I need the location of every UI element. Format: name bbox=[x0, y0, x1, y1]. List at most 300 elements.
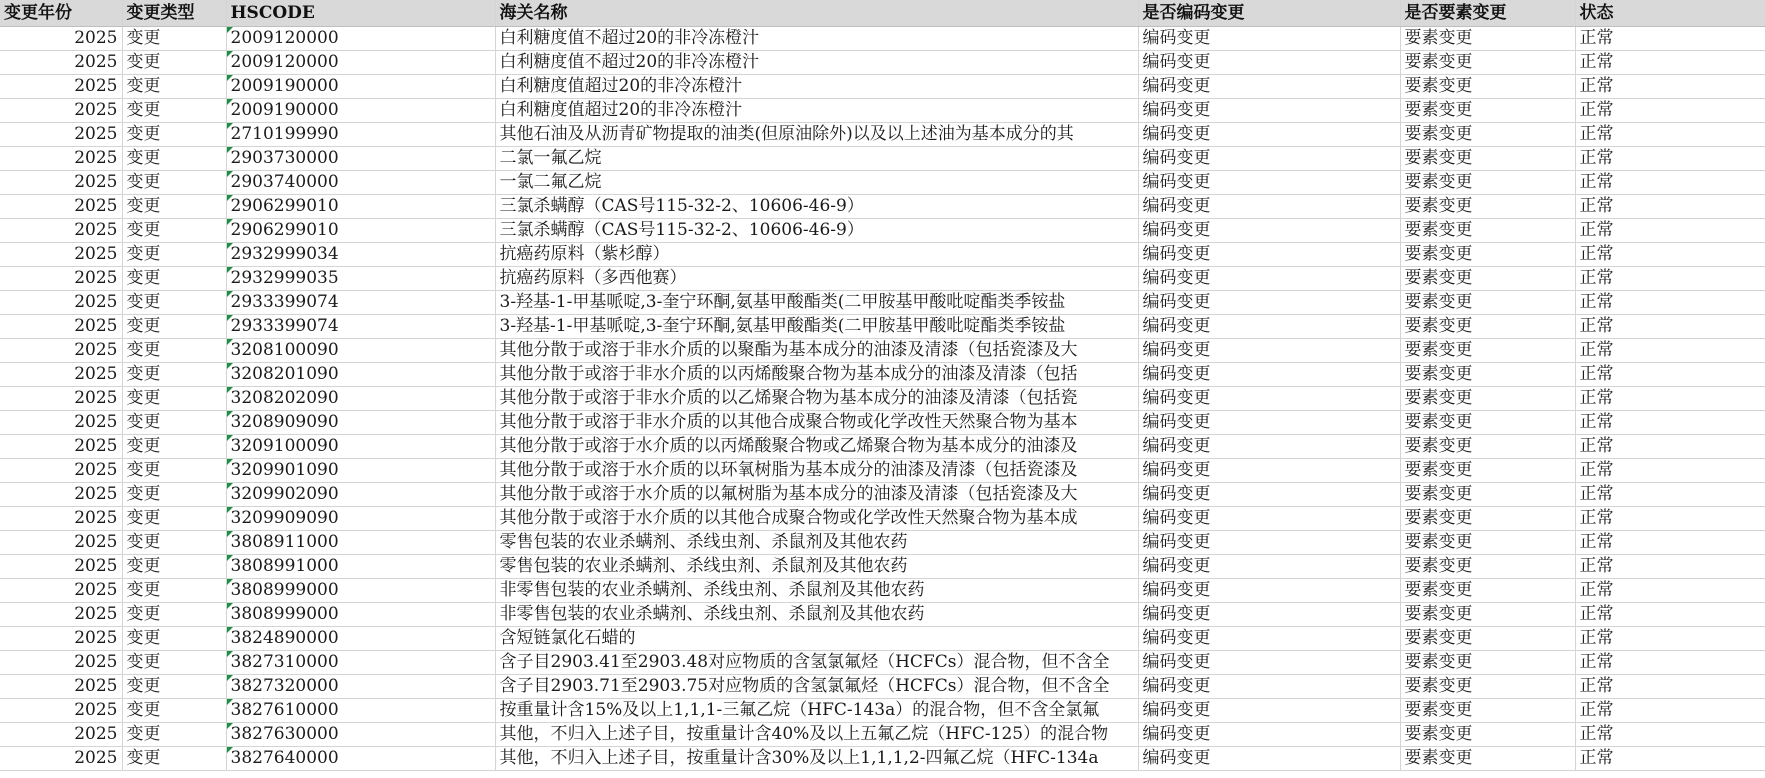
column-header-hscode[interactable]: HSCODE bbox=[226, 0, 495, 27]
cell-status[interactable]: 正常 bbox=[1575, 627, 1765, 651]
column-header-type[interactable]: 变更类型 bbox=[122, 0, 226, 27]
cell-status[interactable]: 正常 bbox=[1575, 723, 1765, 747]
cell-change-type[interactable]: 变更 bbox=[122, 435, 226, 459]
cell-change-type[interactable]: 变更 bbox=[122, 315, 226, 339]
cell-year[interactable]: 2025 bbox=[0, 411, 122, 435]
cell-change-type[interactable]: 变更 bbox=[122, 339, 226, 363]
cell-element-change[interactable]: 要素变更 bbox=[1400, 675, 1575, 699]
cell-status[interactable]: 正常 bbox=[1575, 291, 1765, 315]
cell-status[interactable]: 正常 bbox=[1575, 75, 1765, 99]
cell-year[interactable]: 2025 bbox=[0, 75, 122, 99]
cell-code-change[interactable]: 编码变更 bbox=[1138, 291, 1400, 315]
cell-hscode[interactable] bbox=[226, 435, 495, 459]
cell-customs-name[interactable]: 其他石油及从沥青矿物提取的油类(但原油除外)以及以上述油为基本成分的其 bbox=[495, 123, 1138, 147]
cell-hscode[interactable] bbox=[226, 603, 495, 627]
cell-customs-name[interactable]: 白利糖度值不超过20的非冷冻橙汁 bbox=[495, 51, 1138, 75]
cell-hscode[interactable] bbox=[226, 747, 495, 771]
cell-code-change[interactable]: 编码变更 bbox=[1138, 675, 1400, 699]
hscode-text: 3808999000 bbox=[230, 604, 339, 624]
cell-element-change[interactable]: 要素变更 bbox=[1400, 315, 1575, 339]
cell-customs-name[interactable]: 非零售包装的农业杀螨剂、杀线虫剂、杀鼠剂及其他农药 bbox=[495, 579, 1138, 603]
cell-customs-name[interactable]: 其他，不归入上述子目，按重量计含40%及以上五氟乙烷（HFC-125）的混合物 bbox=[495, 723, 1138, 747]
column-header-customs-name[interactable]: 海关名称 bbox=[495, 0, 1138, 27]
table-row bbox=[0, 291, 1765, 315]
cell-element-change[interactable]: 要素变更 bbox=[1400, 171, 1575, 195]
cell-change-type[interactable]: 变更 bbox=[122, 171, 226, 195]
cell-status[interactable]: 正常 bbox=[1575, 507, 1765, 531]
cell-change-type[interactable]: 变更 bbox=[122, 243, 226, 267]
cell-hscode[interactable] bbox=[226, 27, 495, 51]
cell-year[interactable]: 2025 bbox=[0, 315, 122, 339]
cell-hscode[interactable] bbox=[226, 483, 495, 507]
cell-year[interactable]: 2025 bbox=[0, 507, 122, 531]
cell-change-type[interactable]: 变更 bbox=[122, 267, 226, 291]
cell-element-change[interactable]: 要素变更 bbox=[1400, 75, 1575, 99]
cell-hscode[interactable] bbox=[226, 675, 495, 699]
cell-change-type[interactable]: 变更 bbox=[122, 27, 226, 51]
cell-hscode[interactable] bbox=[226, 723, 495, 747]
number-as-text-indicator-icon bbox=[227, 99, 233, 105]
hscode-text: 3808999000 bbox=[230, 580, 339, 600]
table-row bbox=[0, 123, 1765, 147]
cell-change-type[interactable]: 变更 bbox=[122, 699, 226, 723]
hscode-text: 3208201090 bbox=[230, 364, 339, 384]
cell-status[interactable]: 正常 bbox=[1575, 363, 1765, 387]
cell-element-change[interactable]: 要素变更 bbox=[1400, 243, 1575, 267]
cell-element-change[interactable]: 要素变更 bbox=[1400, 195, 1575, 219]
cell-year[interactable]: 2025 bbox=[0, 27, 122, 51]
cell-status[interactable]: 正常 bbox=[1575, 171, 1765, 195]
hscode-text: 3808991000 bbox=[230, 556, 339, 576]
column-header-element-change[interactable]: 是否要素变更 bbox=[1400, 0, 1575, 27]
table-row bbox=[0, 51, 1765, 75]
number-as-text-indicator-icon bbox=[227, 603, 233, 609]
table-row bbox=[0, 195, 1765, 219]
cell-element-change[interactable]: 要素变更 bbox=[1400, 651, 1575, 675]
number-as-text-indicator-icon bbox=[227, 51, 233, 57]
cell-year[interactable]: 2025 bbox=[0, 51, 122, 75]
cell-customs-name[interactable]: 零售包装的农业杀螨剂、杀线虫剂、杀鼠剂及其他农药 bbox=[495, 531, 1138, 555]
cell-code-change[interactable]: 编码变更 bbox=[1138, 75, 1400, 99]
hscode-text: 2906299010 bbox=[230, 196, 339, 216]
cell-status[interactable]: 正常 bbox=[1575, 243, 1765, 267]
table-row bbox=[0, 459, 1765, 483]
cell-year[interactable]: 2025 bbox=[0, 627, 122, 651]
cell-code-change[interactable]: 编码变更 bbox=[1138, 339, 1400, 363]
number-as-text-indicator-icon bbox=[227, 747, 233, 753]
cell-code-change[interactable]: 编码变更 bbox=[1138, 531, 1400, 555]
cell-change-type[interactable]: 变更 bbox=[122, 507, 226, 531]
cell-change-type[interactable]: 变更 bbox=[122, 99, 226, 123]
table-row bbox=[0, 675, 1765, 699]
cell-element-change[interactable]: 要素变更 bbox=[1400, 99, 1575, 123]
cell-year[interactable]: 2025 bbox=[0, 651, 122, 675]
cell-year[interactable]: 2025 bbox=[0, 171, 122, 195]
hscode-text: 3209902090 bbox=[230, 484, 339, 504]
cell-code-change[interactable]: 编码变更 bbox=[1138, 627, 1400, 651]
hscode-text: 2906299010 bbox=[230, 220, 339, 240]
hscode-text: 2009190000 bbox=[230, 100, 339, 120]
cell-customs-name[interactable]: 其他分散于或溶于水介质的以氟树脂为基本成分的油漆及清漆（包括瓷漆及大 bbox=[495, 483, 1138, 507]
cell-year[interactable]: 2025 bbox=[0, 483, 122, 507]
hscode-text: 3208909090 bbox=[230, 412, 339, 432]
cell-change-type[interactable]: 变更 bbox=[122, 723, 226, 747]
cell-element-change[interactable]: 要素变更 bbox=[1400, 627, 1575, 651]
cell-year[interactable]: 2025 bbox=[0, 531, 122, 555]
table-row bbox=[0, 411, 1765, 435]
cell-element-change[interactable]: 要素变更 bbox=[1400, 747, 1575, 771]
hscode-text: 3827610000 bbox=[230, 700, 339, 720]
cell-element-change[interactable]: 要素变更 bbox=[1400, 603, 1575, 627]
number-as-text-indicator-icon bbox=[227, 339, 233, 345]
cell-customs-name[interactable]: 白利糖度值超过20的非冷冻橙汁 bbox=[495, 75, 1138, 99]
cell-change-type[interactable]: 变更 bbox=[122, 459, 226, 483]
cell-code-change[interactable]: 编码变更 bbox=[1138, 507, 1400, 531]
cell-status[interactable]: 正常 bbox=[1575, 387, 1765, 411]
cell-status[interactable]: 正常 bbox=[1575, 555, 1765, 579]
cell-status[interactable]: 正常 bbox=[1575, 747, 1765, 771]
cell-change-type[interactable]: 变更 bbox=[122, 195, 226, 219]
cell-year[interactable]: 2025 bbox=[0, 459, 122, 483]
cell-change-type[interactable]: 变更 bbox=[122, 51, 226, 75]
hscode-text: 2710199990 bbox=[230, 124, 339, 144]
table-row bbox=[0, 363, 1765, 387]
cell-year[interactable]: 2025 bbox=[0, 747, 122, 771]
cell-code-change[interactable]: 编码变更 bbox=[1138, 267, 1400, 291]
cell-code-change[interactable]: 编码变更 bbox=[1138, 51, 1400, 75]
table-row bbox=[0, 483, 1765, 507]
cell-year[interactable]: 2025 bbox=[0, 699, 122, 723]
cell-status[interactable]: 正常 bbox=[1575, 579, 1765, 603]
cell-hscode[interactable] bbox=[226, 243, 495, 267]
cell-year[interactable]: 2025 bbox=[0, 603, 122, 627]
cell-hscode[interactable] bbox=[226, 315, 495, 339]
cell-year[interactable]: 2025 bbox=[0, 339, 122, 363]
cell-code-change[interactable]: 编码变更 bbox=[1138, 579, 1400, 603]
cell-change-type[interactable]: 变更 bbox=[122, 387, 226, 411]
table-row bbox=[0, 267, 1765, 291]
cell-customs-name[interactable]: 三氯杀螨醇（CAS号115-32-2、10606-46-9） bbox=[495, 219, 1138, 243]
cell-customs-name[interactable]: 3-羟基-1-甲基哌啶,3-奎宁环酮,氨基甲酸酯类(二甲胺基甲酸吡啶酯类季铵盐 bbox=[495, 291, 1138, 315]
cell-change-type[interactable]: 变更 bbox=[122, 483, 226, 507]
cell-element-change[interactable]: 要素变更 bbox=[1400, 51, 1575, 75]
cell-element-change[interactable]: 要素变更 bbox=[1400, 579, 1575, 603]
cell-change-type[interactable]: 变更 bbox=[122, 747, 226, 771]
cell-status[interactable]: 正常 bbox=[1575, 267, 1765, 291]
hscode-text: 2903730000 bbox=[230, 148, 339, 168]
cell-element-change[interactable]: 要素变更 bbox=[1400, 339, 1575, 363]
cell-year[interactable]: 2025 bbox=[0, 363, 122, 387]
cell-code-change[interactable]: 编码变更 bbox=[1138, 411, 1400, 435]
cell-customs-name[interactable]: 其他，不归入上述子目，按重量计含30%及以上1,1,1,2-四氟乙烷（HFC-134a bbox=[495, 747, 1138, 771]
cell-customs-name[interactable]: 其他分散于或溶于非水介质的以丙烯酸聚合物为基本成分的油漆及清漆（包括 bbox=[495, 363, 1138, 387]
cell-code-change[interactable]: 编码变更 bbox=[1138, 219, 1400, 243]
cell-year[interactable]: 2025 bbox=[0, 291, 122, 315]
cell-hscode[interactable] bbox=[226, 651, 495, 675]
cell-customs-name[interactable]: 一氯二氟乙烷 bbox=[495, 171, 1138, 195]
cell-code-change[interactable]: 编码变更 bbox=[1138, 435, 1400, 459]
cell-year[interactable]: 2025 bbox=[0, 723, 122, 747]
number-as-text-indicator-icon bbox=[227, 147, 233, 153]
cell-year[interactable]: 2025 bbox=[0, 435, 122, 459]
number-as-text-indicator-icon bbox=[227, 483, 233, 489]
cell-element-change[interactable]: 要素变更 bbox=[1400, 291, 1575, 315]
number-as-text-indicator-icon bbox=[227, 243, 233, 249]
hscode-text: 3824890000 bbox=[230, 628, 339, 648]
cell-change-type[interactable]: 变更 bbox=[122, 531, 226, 555]
cell-hscode[interactable] bbox=[226, 267, 495, 291]
cell-customs-name[interactable]: 零售包装的农业杀螨剂、杀线虫剂、杀鼠剂及其他农药 bbox=[495, 555, 1138, 579]
hscode-text: 3827320000 bbox=[230, 676, 339, 696]
cell-element-change[interactable]: 要素变更 bbox=[1400, 123, 1575, 147]
cell-element-change[interactable]: 要素变更 bbox=[1400, 435, 1575, 459]
cell-code-change[interactable]: 编码变更 bbox=[1138, 123, 1400, 147]
cell-status[interactable]: 正常 bbox=[1575, 219, 1765, 243]
cell-element-change[interactable]: 要素变更 bbox=[1400, 387, 1575, 411]
cell-change-type[interactable]: 变更 bbox=[122, 579, 226, 603]
cell-hscode[interactable] bbox=[226, 531, 495, 555]
cell-change-type[interactable]: 变更 bbox=[122, 675, 226, 699]
number-as-text-indicator-icon bbox=[227, 411, 233, 417]
cell-hscode[interactable] bbox=[226, 507, 495, 531]
cell-status[interactable]: 正常 bbox=[1575, 651, 1765, 675]
cell-change-type[interactable]: 变更 bbox=[122, 219, 226, 243]
cell-change-type[interactable]: 变更 bbox=[122, 123, 226, 147]
cell-status[interactable]: 正常 bbox=[1575, 27, 1765, 51]
cell-element-change[interactable]: 要素变更 bbox=[1400, 507, 1575, 531]
number-as-text-indicator-icon bbox=[227, 171, 233, 177]
hscode-text: 2932999034 bbox=[230, 244, 339, 264]
table-row bbox=[0, 315, 1765, 339]
cell-change-type[interactable]: 变更 bbox=[122, 147, 226, 171]
table-row bbox=[0, 171, 1765, 195]
hscode-text: 3208100090 bbox=[230, 340, 339, 360]
cell-code-change[interactable]: 编码变更 bbox=[1138, 459, 1400, 483]
cell-year[interactable]: 2025 bbox=[0, 147, 122, 171]
number-as-text-indicator-icon bbox=[227, 459, 233, 465]
cell-code-change[interactable]: 编码变更 bbox=[1138, 651, 1400, 675]
cell-code-change[interactable]: 编码变更 bbox=[1138, 555, 1400, 579]
cell-change-type[interactable]: 变更 bbox=[122, 291, 226, 315]
table-row bbox=[0, 339, 1765, 363]
cell-hscode[interactable] bbox=[226, 51, 495, 75]
cell-customs-name[interactable]: 按重量计含15%及以上1,1,1-三氟乙烷（HFC-143a）的混合物，但不含全氯氟 bbox=[495, 699, 1138, 723]
cell-element-change[interactable]: 要素变更 bbox=[1400, 27, 1575, 51]
cell-hscode[interactable] bbox=[226, 411, 495, 435]
cell-year[interactable]: 2025 bbox=[0, 555, 122, 579]
table-row bbox=[0, 627, 1765, 651]
cell-customs-name[interactable]: 白利糖度值超过20的非冷冻橙汁 bbox=[495, 99, 1138, 123]
cell-status[interactable]: 正常 bbox=[1575, 51, 1765, 75]
number-as-text-indicator-icon bbox=[227, 531, 233, 537]
cell-code-change[interactable]: 编码变更 bbox=[1138, 315, 1400, 339]
column-header-year[interactable]: 变更年份 bbox=[0, 0, 122, 27]
cell-status[interactable]: 正常 bbox=[1575, 675, 1765, 699]
cell-code-change[interactable]: 编码变更 bbox=[1138, 603, 1400, 627]
cell-element-change[interactable]: 要素变更 bbox=[1400, 267, 1575, 291]
cell-hscode[interactable] bbox=[226, 195, 495, 219]
cell-customs-name[interactable]: 含子目2903.71至2903.75对应物质的含氢氯氟烃（HCFCs）混合物，但不含全 bbox=[495, 675, 1138, 699]
number-as-text-indicator-icon bbox=[227, 627, 233, 633]
cell-year[interactable]: 2025 bbox=[0, 243, 122, 267]
number-as-text-indicator-icon bbox=[227, 723, 233, 729]
cell-code-change[interactable]: 编码变更 bbox=[1138, 99, 1400, 123]
hscode-text: 3827310000 bbox=[230, 652, 339, 672]
cell-change-type[interactable]: 变更 bbox=[122, 603, 226, 627]
cell-hscode[interactable] bbox=[226, 699, 495, 723]
number-as-text-indicator-icon bbox=[227, 387, 233, 393]
cell-status[interactable]: 正常 bbox=[1575, 147, 1765, 171]
table-row bbox=[0, 27, 1765, 51]
cell-customs-name[interactable]: 其他分散于或溶于水介质的以环氧树脂为基本成分的油漆及清漆（包括瓷漆及 bbox=[495, 459, 1138, 483]
cell-customs-name[interactable]: 三氯杀螨醇（CAS号115-32-2、10606-46-9） bbox=[495, 195, 1138, 219]
cell-status[interactable]: 正常 bbox=[1575, 411, 1765, 435]
cell-customs-name[interactable]: 3-羟基-1-甲基哌啶,3-奎宁环酮,氨基甲酸酯类(二甲胺基甲酸吡啶酯类季铵盐 bbox=[495, 315, 1138, 339]
table-row bbox=[0, 555, 1765, 579]
cell-element-change[interactable]: 要素变更 bbox=[1400, 555, 1575, 579]
cell-status[interactable]: 正常 bbox=[1575, 531, 1765, 555]
number-as-text-indicator-icon bbox=[227, 699, 233, 705]
cell-status[interactable]: 正常 bbox=[1575, 123, 1765, 147]
cell-change-type[interactable]: 变更 bbox=[122, 555, 226, 579]
cell-hscode[interactable] bbox=[226, 123, 495, 147]
table-row bbox=[0, 147, 1765, 171]
cell-year[interactable]: 2025 bbox=[0, 267, 122, 291]
table-row bbox=[0, 603, 1765, 627]
cell-hscode[interactable] bbox=[226, 579, 495, 603]
cell-element-change[interactable]: 要素变更 bbox=[1400, 147, 1575, 171]
cell-code-change[interactable]: 编码变更 bbox=[1138, 699, 1400, 723]
hscode-text: 2009120000 bbox=[230, 28, 339, 48]
cell-element-change[interactable]: 要素变更 bbox=[1400, 219, 1575, 243]
table-row bbox=[0, 531, 1765, 555]
cell-hscode[interactable] bbox=[226, 363, 495, 387]
cell-code-change[interactable]: 编码变更 bbox=[1138, 747, 1400, 771]
table-row bbox=[0, 387, 1765, 411]
cell-hscode[interactable] bbox=[226, 627, 495, 651]
cell-change-type[interactable]: 变更 bbox=[122, 411, 226, 435]
table-row bbox=[0, 75, 1765, 99]
cell-customs-name[interactable]: 白利糖度值不超过20的非冷冻橙汁 bbox=[495, 27, 1138, 51]
cell-hscode[interactable] bbox=[226, 147, 495, 171]
cell-element-change[interactable]: 要素变更 bbox=[1400, 459, 1575, 483]
hscode-text: 2933399074 bbox=[230, 316, 339, 336]
cell-customs-name[interactable]: 其他分散于或溶于非水介质的以乙烯聚合物为基本成分的油漆及清漆（包括瓷 bbox=[495, 387, 1138, 411]
cell-code-change[interactable]: 编码变更 bbox=[1138, 147, 1400, 171]
table-row bbox=[0, 699, 1765, 723]
cell-code-change[interactable]: 编码变更 bbox=[1138, 363, 1400, 387]
cell-change-type[interactable]: 变更 bbox=[122, 627, 226, 651]
cell-element-change[interactable]: 要素变更 bbox=[1400, 411, 1575, 435]
cell-customs-name[interactable]: 抗癌药原料（紫杉醇） bbox=[495, 243, 1138, 267]
cell-customs-name[interactable]: 其他分散于或溶于非水介质的以其他合成聚合物或化学改性天然聚合物为基本 bbox=[495, 411, 1138, 435]
number-as-text-indicator-icon bbox=[227, 123, 233, 129]
hscode-text: 3209901090 bbox=[230, 460, 339, 480]
cell-hscode[interactable] bbox=[226, 459, 495, 483]
cell-element-change[interactable]: 要素变更 bbox=[1400, 723, 1575, 747]
cell-year[interactable]: 2025 bbox=[0, 579, 122, 603]
hscode-text: 2009190000 bbox=[230, 76, 339, 96]
column-header-code-change[interactable]: 是否编码变更 bbox=[1138, 0, 1400, 27]
cell-year[interactable]: 2025 bbox=[0, 123, 122, 147]
cell-code-change[interactable]: 编码变更 bbox=[1138, 387, 1400, 411]
cell-hscode[interactable] bbox=[226, 219, 495, 243]
cell-change-type[interactable]: 变更 bbox=[122, 363, 226, 387]
cell-code-change[interactable]: 编码变更 bbox=[1138, 723, 1400, 747]
cell-year[interactable]: 2025 bbox=[0, 195, 122, 219]
cell-customs-name[interactable]: 含短链氯化石蜡的 bbox=[495, 627, 1138, 651]
cell-customs-name[interactable]: 含子目2903.41至2903.48对应物质的含氢氯氟烃（HCFCs）混合物，但不含全 bbox=[495, 651, 1138, 675]
hscode-text: 3827640000 bbox=[230, 748, 339, 768]
cell-status[interactable]: 正常 bbox=[1575, 459, 1765, 483]
cell-change-type[interactable]: 变更 bbox=[122, 75, 226, 99]
cell-code-change[interactable]: 编码变更 bbox=[1138, 483, 1400, 507]
number-as-text-indicator-icon bbox=[227, 651, 233, 657]
cell-year[interactable]: 2025 bbox=[0, 387, 122, 411]
cell-status[interactable]: 正常 bbox=[1575, 435, 1765, 459]
number-as-text-indicator-icon bbox=[227, 75, 233, 81]
cell-customs-name[interactable]: 非零售包装的农业杀螨剂、杀线虫剂、杀鼠剂及其他农药 bbox=[495, 603, 1138, 627]
table-row bbox=[0, 435, 1765, 459]
cell-hscode[interactable] bbox=[226, 99, 495, 123]
cell-element-change[interactable]: 要素变更 bbox=[1400, 483, 1575, 507]
hscode-text: 3208202090 bbox=[230, 388, 339, 408]
cell-code-change[interactable]: 编码变更 bbox=[1138, 243, 1400, 267]
hscode-text: 3827630000 bbox=[230, 724, 339, 744]
number-as-text-indicator-icon bbox=[227, 267, 233, 273]
hscode-text: 2903740000 bbox=[230, 172, 339, 192]
table-row bbox=[0, 723, 1765, 747]
cell-customs-name[interactable]: 其他分散于或溶于水介质的以丙烯酸聚合物或乙烯聚合物为基本成分的油漆及 bbox=[495, 435, 1138, 459]
cell-customs-name[interactable]: 其他分散于或溶于非水介质的以聚酯为基本成分的油漆及清漆（包括瓷漆及大 bbox=[495, 339, 1138, 363]
cell-status[interactable]: 正常 bbox=[1575, 99, 1765, 123]
header-row bbox=[0, 0, 1765, 27]
cell-status[interactable]: 正常 bbox=[1575, 483, 1765, 507]
cell-code-change[interactable]: 编码变更 bbox=[1138, 27, 1400, 51]
cell-element-change[interactable]: 要素变更 bbox=[1400, 699, 1575, 723]
cell-element-change[interactable]: 要素变更 bbox=[1400, 531, 1575, 555]
cell-status[interactable]: 正常 bbox=[1575, 603, 1765, 627]
cell-status[interactable]: 正常 bbox=[1575, 339, 1765, 363]
cell-year[interactable]: 2025 bbox=[0, 99, 122, 123]
cell-element-change[interactable]: 要素变更 bbox=[1400, 363, 1575, 387]
cell-status[interactable]: 正常 bbox=[1575, 315, 1765, 339]
hscode-text: 3209909090 bbox=[230, 508, 339, 528]
cell-change-type[interactable]: 变更 bbox=[122, 651, 226, 675]
table-row bbox=[0, 219, 1765, 243]
table-row bbox=[0, 579, 1765, 603]
cell-year[interactable]: 2025 bbox=[0, 219, 122, 243]
cell-hscode[interactable] bbox=[226, 171, 495, 195]
cell-customs-name[interactable]: 二氯一氟乙烷 bbox=[495, 147, 1138, 171]
cell-hscode[interactable] bbox=[226, 75, 495, 99]
cell-year[interactable]: 2025 bbox=[0, 675, 122, 699]
cell-status[interactable]: 正常 bbox=[1575, 195, 1765, 219]
cell-customs-name[interactable]: 其他分散于或溶于水介质的以其他合成聚合物或化学改性天然聚合物为基本成 bbox=[495, 507, 1138, 531]
cell-hscode[interactable] bbox=[226, 291, 495, 315]
table-row bbox=[0, 651, 1765, 675]
cell-customs-name[interactable]: 抗癌药原料（多西他赛） bbox=[495, 267, 1138, 291]
cell-code-change[interactable]: 编码变更 bbox=[1138, 195, 1400, 219]
number-as-text-indicator-icon bbox=[227, 675, 233, 681]
column-header-status[interactable]: 状态 bbox=[1575, 0, 1765, 27]
cell-hscode[interactable] bbox=[226, 339, 495, 363]
cell-code-change[interactable]: 编码变更 bbox=[1138, 171, 1400, 195]
cell-hscode[interactable] bbox=[226, 387, 495, 411]
cell-hscode[interactable] bbox=[226, 555, 495, 579]
number-as-text-indicator-icon bbox=[227, 219, 233, 225]
cell-status[interactable]: 正常 bbox=[1575, 699, 1765, 723]
